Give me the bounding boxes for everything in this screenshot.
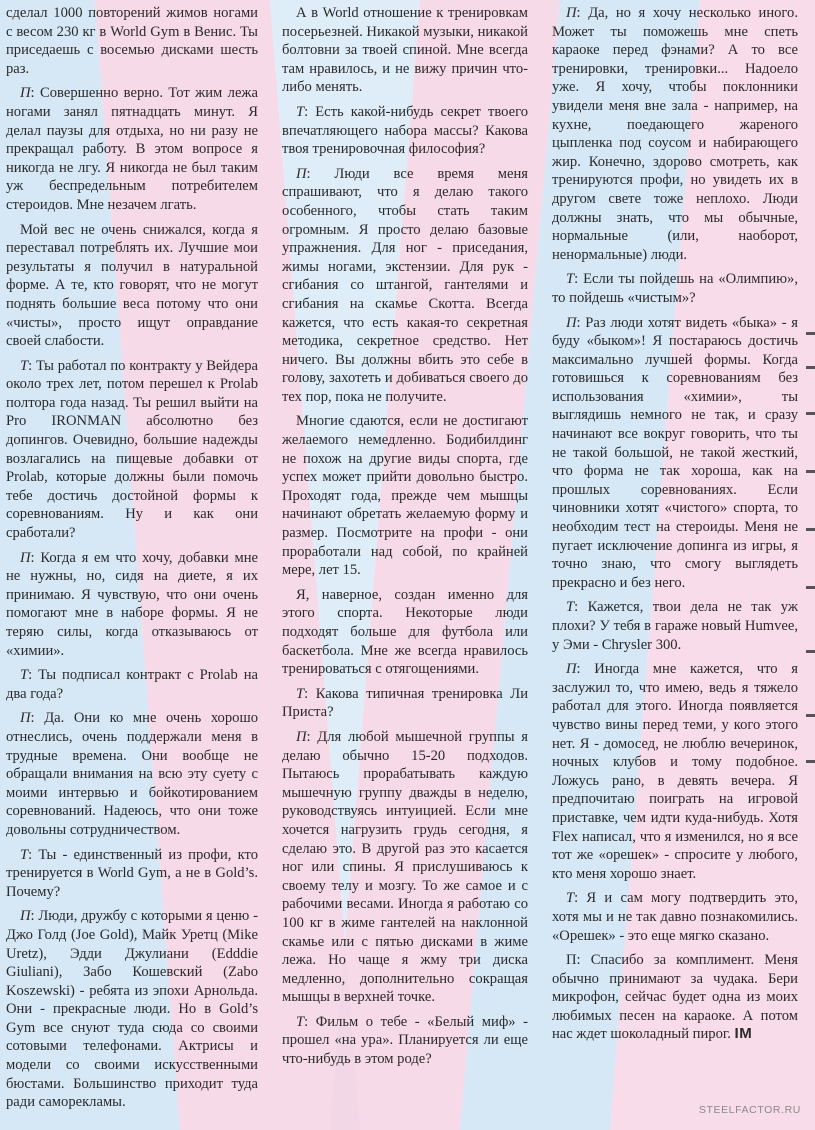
paragraph-text: сделал 1000 повторений жимов ногами с весом 230 кг в World Gym в Венис. Ты приседаешь с восемью дисками шесть раз. (6, 5, 258, 77)
paragraph-text: : Люди все время меня спрашивают, что я делаю такого особенного, чтобы стать таким огромным. Я просто делаю базовые упражнения. Для ног - приседания, жимы ногами, экстензии. Для рук - сгибания со штангой, гантелями и сгибания на скамье Скотта. Всегда кажется, что есть какая-то секретная методика, секретное средство. Нет ничего. Вы должны вбить это себе в голову, захотеть и добиваться своего до тех пор, пока не получите. (282, 165, 528, 405)
paragraph (6, 357, 258, 543)
paragraph-text: : Когда я ем что хочу, добавки мне не нужны, но, сидя на диете, я их принимаю. Я чувствую, что они очень помогают мне в наборе формы. Я не теряю силы, когда отказываюсь от «химии». (6, 549, 258, 659)
paragraph (6, 549, 258, 661)
paragraph-text: : Да, но я хочу несколько иного. Может ты поможешь мне спеть караоке перед фэнами? А то все тренировки, тренировки... Надоело уже. Я хочу, чтобы поклонники увидели меня вне зала - например, на кухне, поедающего жареного цыпленка под соусом и набирающего жир. Конечно, здорово смотреть, как тренируются профи, но увидеть их в другом свете тоже неплохо. Люди должны знать, что мы обычные, нормальные (или, наоборот, ненормальные) люди. (552, 5, 798, 263)
paragraph (282, 685, 528, 722)
paragraph (552, 4, 798, 264)
speaker-label: Т (20, 667, 29, 684)
paragraph-text: П: Спасибо за комплимент. Меня обычно принимают за чудака. Бери микрофон, сейчас будет одна из моих любимых песен на караоке. А потом нас ждет шоколадный пирог. (552, 952, 798, 1043)
paragraph (282, 165, 528, 407)
speaker-label: П (296, 165, 307, 182)
paragraph (552, 951, 798, 1044)
speaker-label: П (20, 85, 31, 102)
speaker-label: П (566, 5, 577, 21)
paragraph (282, 103, 528, 159)
paragraph-text: : Если ты пойдешь на «Олимпию», то пойдешь «чистым»? (552, 271, 798, 306)
paragraph (552, 270, 798, 307)
speaker-label: Т (296, 1013, 305, 1030)
paragraph (282, 1013, 528, 1069)
paragraph (6, 907, 258, 1112)
column-3 (552, 4, 798, 1050)
paragraph-text: : Да. Они ко мне очень хорошо отнеслись, очень поддержали меня в трудные времена. Они вообще не обращали внимания на всю эту суету с моими интервью и бойкотированием соревнований. Надеюсь, что они тоже довольны сотрудничеством. (6, 710, 258, 838)
speaker-label: П (20, 549, 31, 566)
paragraph (282, 728, 528, 1007)
paragraph (6, 666, 258, 703)
column-2 (282, 4, 528, 1075)
speaker-label: П (20, 710, 31, 727)
speaker-label: Т (20, 357, 29, 374)
speaker-label: П (20, 908, 31, 925)
paragraph (6, 846, 258, 902)
speaker-label: Т (566, 271, 575, 288)
column-1 (6, 4, 258, 1118)
paragraph-text: : Фильм о тебе - «Белый миф» - прошел «на ура». Планируется ли еще что-нибудь в этом роде? (282, 1013, 528, 1068)
speaker-label: Т (566, 599, 575, 616)
paragraph (6, 709, 258, 839)
paragraph-text: : Люди, дружбу с которыми я ценю - Джо Голд (Joe Gold), Майк Уретц (Mike Uretz), Эдди Джулиани (Edddie Giuliani), Забо Кошевский (Zabo Koszewski) - ребята из эпохи Арнольда. Они - прекрасные люди. Но в Gold’s Gym все снуют туда сюда со своими сотовыми телефонами. Актрисы и модели со своими искусственными бюстами. Большинство приходит туда ради саморекламы. (6, 908, 258, 1111)
paragraph (552, 314, 798, 593)
paragraph (6, 84, 258, 214)
paragraph-text: : Раз люди хотят видеть «быка» - я буду «быком»! Я постараюсь достичь максимально лучшей формы. Когда готовишься к соревнованиям без использования «химии», ты выглядишь немного не так, и сразу начинают все вокруг говорить, что ты не такой большой, не такой жесткий, что форма не так хороша, как на прошлых соревнованиях. Если чиновники хотят «чистого» спорта, то необходим тест на стероиды. Меня не пугает исключение допинга из игры, я точно знаю, что смогу выглядеть прекрасно и без него. (552, 314, 798, 591)
speaker-label: Т (296, 103, 305, 120)
paragraph-text: : Ты подписал контракт с Prolab на два года? (6, 667, 258, 702)
paragraph-text: А в World отношение к тренировкам посерьезней. Никакой музыки, никакой болтовни за твоей спиной. Мне всегда там нравилось, и не вижу причин что-либо менять. (282, 5, 528, 96)
paragraph (6, 4, 258, 78)
paragraph-text: : Какова типичная тренировка Ли Приста? (282, 685, 528, 721)
site-watermark: STEELFACTOR.RU (698, 1104, 801, 1116)
speaker-label: Т (20, 846, 29, 863)
speaker-label: П (296, 728, 307, 745)
paragraph-text: : Кажется, твои дела не так уж плохи? У тебя в гараже новый Humvee, у Эми - Chrysler 300. (552, 599, 798, 653)
paragraph (552, 889, 798, 945)
paragraph-text: Многие сдаются, если не достигают желаемого немедленно. Бодибилдинг не похож на другие виды спорта, где успех может прийти довольно быстро. Проходят года, прежде чем мышцы начинают обретать желаемую форму и размер. Посмотрите на профи - они проработали над собой, по крайней мере, лет 15. (282, 413, 528, 579)
speaker-label: П (566, 661, 577, 678)
paragraph-text: : Ты - единственный из профи, кто тренируется в World Gym, а не в Gold’s. Почему? (6, 846, 258, 900)
paragraph-text: Мой вес не очень снижался, когда я переставал потреблять их. Лучшие мои результаты я получил в натуральной форме. А те, кто говорят, что не могут поднять большие веса потому что они «чисты», просто ищут оправдание своей слабости. (6, 221, 258, 350)
speaker-label: Т (566, 890, 575, 907)
paragraph-text: Я, наверное, создан именно для этого спорта. Некоторые люди подходят больше для футбола или баскетбола. Мне же всегда нравилось тренироваться с отягощениями. (282, 586, 528, 678)
paragraph-text: : Совершенно верно. Тот жим лежа ногами занял пятнадцать минут. Я делал паузы для отдыха, но ни разу не прекращал работу. В этом вопросе я никогда не лгу. Я никогда не был таким уж беспредельным потребителем стероидов. Мне незачем лгать. (6, 85, 258, 213)
paragraph (6, 221, 258, 351)
paragraph-text: : Иногда мне кажется, что я заслужил то, что имею, ведь я тяжело работал для этого. Иногда появляется чувство вины перед теми, у кого этого нет. Я - домосед, не люблю вечеринок, ночных клубов и тому подобное. Ложусь рано, в девять вечера. Я предпочитаю поиграть на игровой приставке, чем идти куда-нибудь. Хотя Flex написал, что я изменился, но я все тот же «орешек» - спросите у любого, кто меня хорошо знает. (552, 661, 798, 882)
paragraph (282, 4, 528, 97)
paragraph-text: : Для любой мышечной группы я делаю обычно 15-20 подходов. Пытаюсь прорабатывать каждую мышечную группу дважды в неделю, руководствуясь интуицией. Если мне хочется нагрузить грудь сегодня, я сделаю это. В другой раз это касается ног или спины. Я прислушиваюсь к своему телу и мозгу. То же самое и с рабочими весами. Иногда я работаю со 100 кг в жиме гантелей на наклонной скамье или с пятью дисками в жиме лежа. Но чаще я жму три диска медленно, дополнительно сокращая мышцы в верхней точке. (282, 728, 528, 1006)
paragraph-text: : Ты работал по контракту у Вейдера около трех лет, потом перешел к Prolab полтора года назад. Ты решил выйти на Pro IRONMAN абсолютно без допингов. Очевидно, большие надежды возлагались на пищевые добавки от Prolab, которые должны были помочь тебе достичь достойной формы к соревнованиям. Ну и как они сработали? (6, 357, 258, 542)
paragraph-text: : Есть какой-нибудь секрет твоего впечатляющего набора массы? Какова твоя тренировочная философия? (282, 103, 528, 158)
paragraph (282, 412, 528, 579)
paragraph (282, 586, 528, 679)
speaker-label: П (566, 314, 577, 331)
paragraph-text: : Я и сам могу подтвердить это, хотя мы и не так давно познакомились. «Орешек» - это еще мягко сказано. (552, 890, 798, 944)
paragraph (552, 598, 798, 654)
end-mark: IM (734, 1025, 753, 1043)
speaker-label: Т (296, 685, 305, 702)
paragraph (552, 660, 798, 883)
